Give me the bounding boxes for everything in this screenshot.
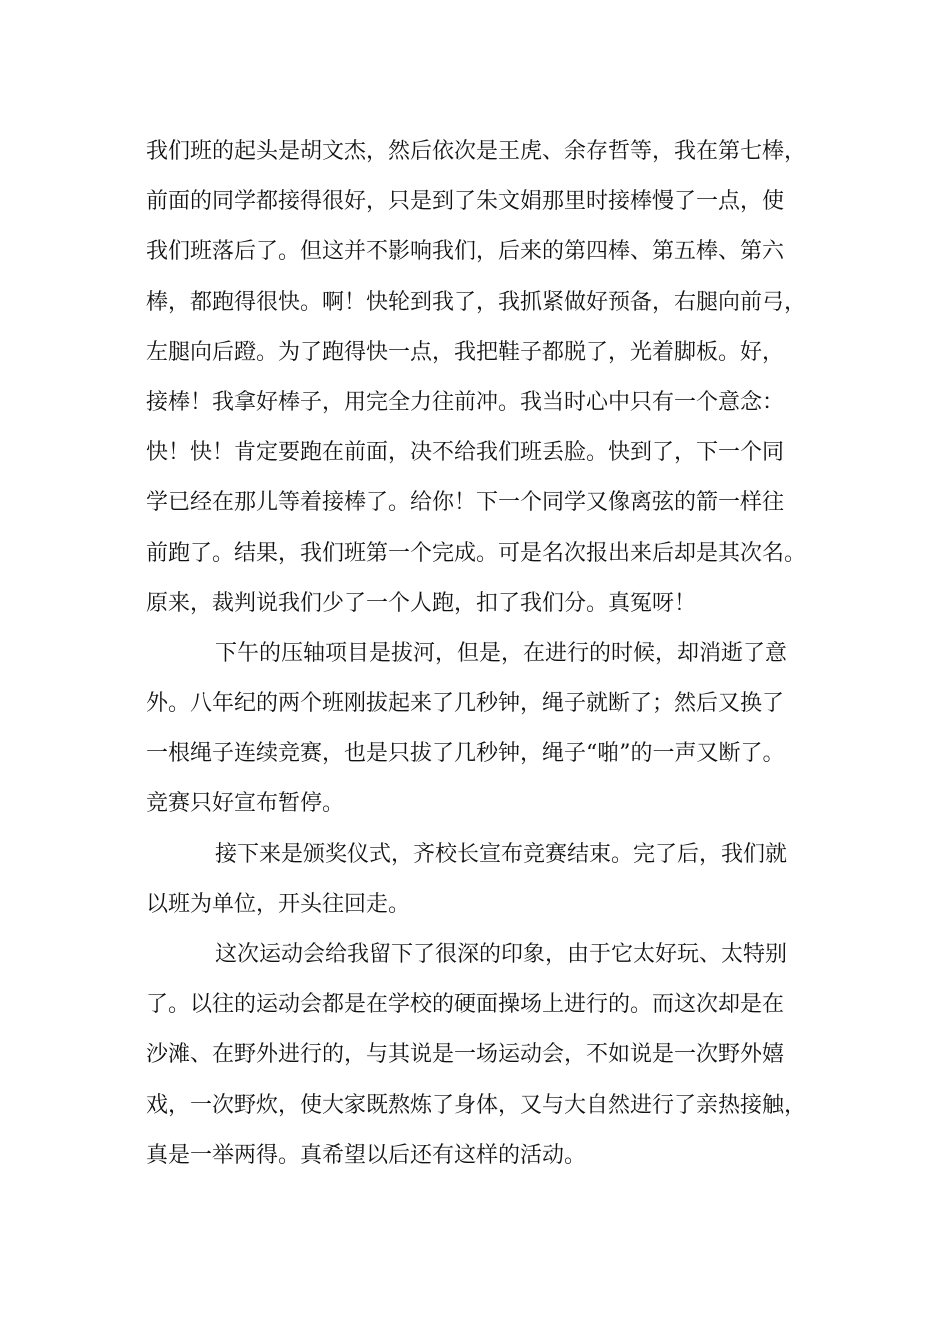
text-line: 我们班的起头是胡文杰，然后依次是王虎、余存哲等，我在第七棒，	[146, 139, 807, 164]
text-line: 我们班落后了。但这并不影响我们，后来的第四棒、第五棒、第六	[146, 239, 785, 265]
text-line: 学已经在那儿等着接棒了。给你！下一个同学又像离弦的箭一样往	[146, 490, 785, 516]
text-line: 快！快！肯定要跑在前面，决不给我们班丢脸。快到了，下一个同	[146, 440, 785, 466]
text-line: 外。八年纪的两个班刚拔起来了几秒钟，绳子就断了；然后又换了	[146, 691, 785, 717]
paragraph-first-line: 下午的压轴项目是拔河，但是，在进行的时候，却消逝了意	[215, 640, 788, 666]
text-line: 原来，裁判说我们少了一个人跑，扣了我们分。真冤呀！	[146, 590, 697, 616]
text-line: 接棒！我拿好棒子，用完全力往前冲。我当时心中只有一个意念：	[146, 389, 785, 415]
text-line: 一根绳子连续竞赛，也是只拔了几秒钟，绳子“啪”的一声又断了。	[146, 741, 785, 767]
paragraph-first-line: 这次运动会给我留下了很深的印象，由于它太好玩、太特别	[215, 942, 788, 967]
text-line: 沙滩、在野外进行的，与其说是一场运动会，不如说是一次野外嬉	[146, 1042, 785, 1068]
text-line: 左腿向后蹬。为了跑得快一点，我把鞋子都脱了，光着脚板。好，	[146, 339, 785, 365]
text-line: 前面的同学都接得很好，只是到了朱文娟那里时接棒慢了一点，使	[146, 189, 785, 215]
text-line: 竞赛只好宣布暂停。	[146, 791, 345, 817]
text-line: 以班为单位，开头往回走。	[146, 891, 411, 917]
text-line: 棒，都跑得很快。啊！快轮到我了，我抓紧做好预备，右腿向前弓，	[146, 289, 807, 315]
text-line: 戏，一次野炊，使大家既熬炼了身体，又与大自然进行了亲热接触，	[146, 1092, 807, 1118]
article-body	[146, 127, 836, 1181]
text-line: 真是一举两得。真希望以后还有这样的活动。	[146, 1142, 587, 1168]
paragraph-first-line: 接下来是颁奖仪式，齐校长宣布竞赛结束。完了后，我们就	[215, 841, 788, 867]
text-line: 前跑了。结果，我们班第一个完成。可是名次报出来后却是其次名。	[146, 540, 807, 566]
text-line: 了。以往的运动会都是在学校的硬面操场上进行的。而这次却是在	[146, 992, 785, 1018]
